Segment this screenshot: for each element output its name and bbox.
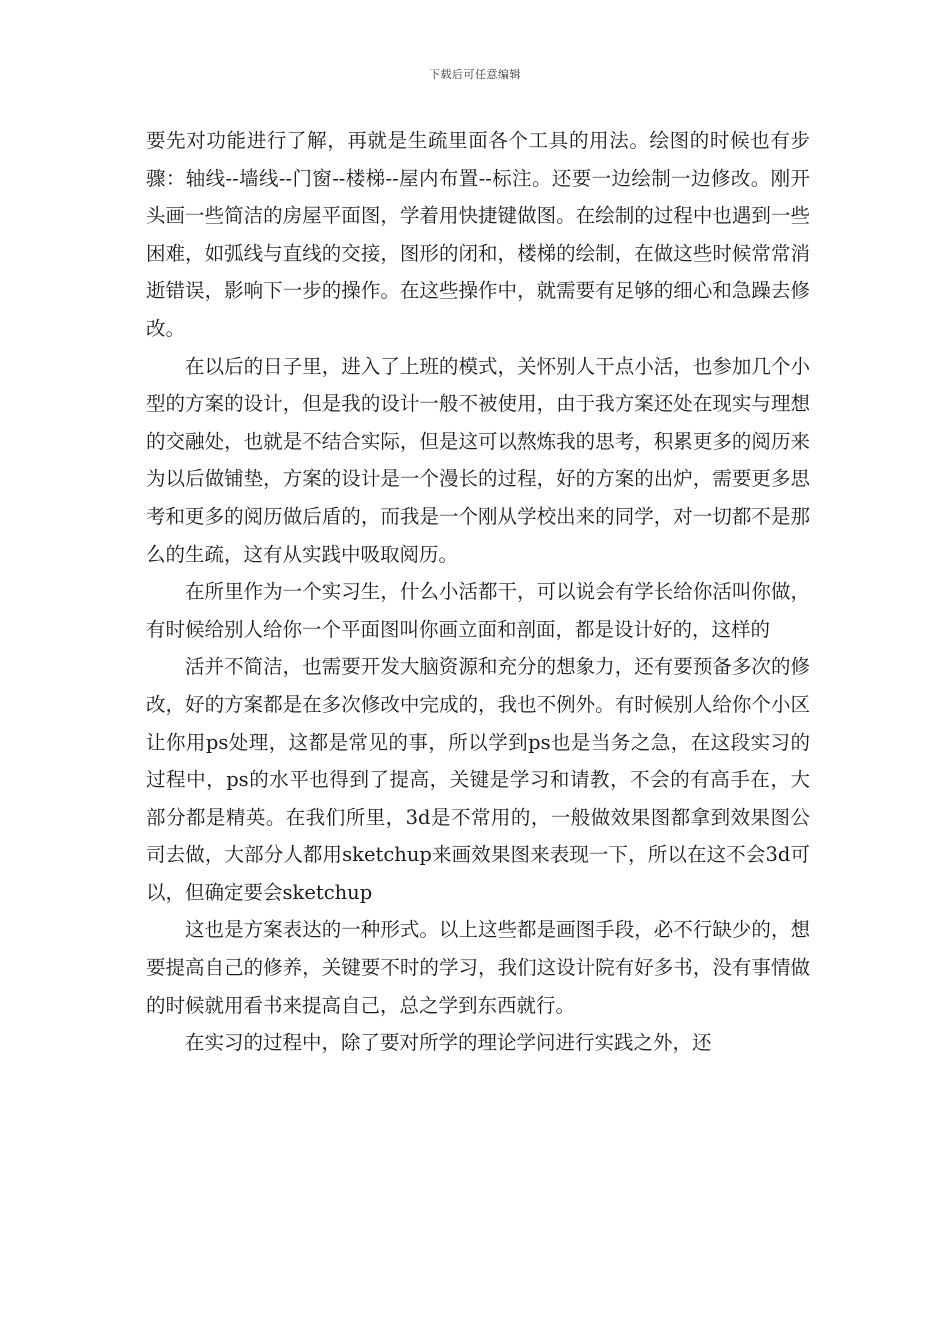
paragraph: 要先对功能进行了解，再就是生疏里面各个工具的用法。绘图的时候也有步骤：轴线--墙线--门窗--楼梯--屋内布置--标注。还要一边绘制一边修改。刚开头画一些简洁的房屋平面图，学着用快捷键做图。在绘制的过程中也遇到一些困难，如弧线与直线的交接，图形的闭和，楼梯的绘制，在做这些时候常常消逝错误，影响下一步的操作。在这些操作中，就需要有足够的细心和急躁去修改。 — [146, 129, 810, 340]
page-header-note: 下载后可任意编辑 — [429, 68, 521, 81]
paragraph: 这也是方案表达的一种形式。以上这些都是画图手段，必不行缺少的，想要提高自己的修养，关键要不时的学习，我们这设计院有好多书，没有事情做的时候就用看书来提高自己，总之学到东西就行。 — [146, 918, 810, 1017]
paragraph: 在以后的日子里，进入了上班的模式，关怀别人干点小活，也参加几个小型的方案的设计，但是我的设计一般不被使用，由于我方案还处在现实与理想的交融处，也就是不结合实际，但是这可以熬炼我的思考，积累更多的阅历来为以后做铺垫，方案的设计是一个漫长的过程，好的方案的出炉，需要更多思考和更多的阅历做后盾的，而我是一个刚从学校出来的同学，对一切都不是那么的生疏，这有从实践中吸取阅历。 — [146, 354, 810, 566]
document-body — [146, 122, 810, 1062]
paragraph: 在实习的过程中，除了要对所学的理论学问进行实践之外，还 — [185, 1031, 712, 1055]
paragraph: 活并不简洁，也需要开发大脑资源和充分的想象力，还有要预备多次的修改，好的方案都是在多次修改中完成的，我也不例外。有时候别人给你个小区让你用ps处理，这都是常见的事，所以学到ps也是当务之急，在这段实习的过程中，ps的水平也得到了提高，关键是学习和请教，不会的有高手在，大部分都是精英。在我们所里，3d是不常用的，一般做效果图都拿到效果图公司去做，大部分人都用sketchup来画效果图来表现一下，所以在这不会3d可以，但确定要会sketchup — [146, 655, 810, 904]
paragraph: 在所里作为一个实习生，什么小活都干，可以说会有学长给你活叫你做，有时候给别人给你一个平面图叫你画立面和剖面，都是设计好的，这样的 — [146, 580, 810, 641]
